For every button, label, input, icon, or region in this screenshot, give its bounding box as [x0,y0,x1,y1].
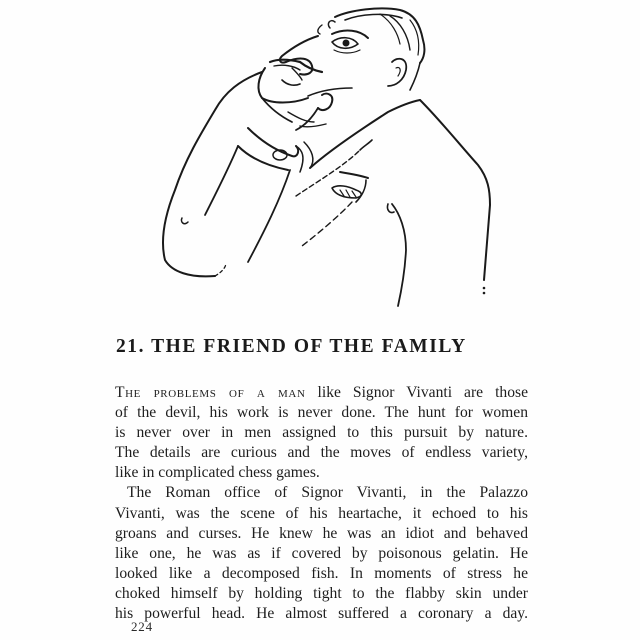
text-line: his powerful head. He almost suffered a coronary a day. [115,605,528,623]
text-line: The Roman office of Signor Vivanti, in the Palazzo [127,484,528,502]
text-line: groans and curses. He knew he was an idiot and behaved [115,524,528,542]
text-line: like in complicated chess games. [115,464,320,482]
text-line: like one, he was as if covered by poisonous gelatin. He [115,544,528,562]
chapter-heading [116,336,536,358]
text-line: Vivanti, was the scene of his heartache, it echoed to his [115,504,528,522]
text-line: The details are curious and the moves of endless variety, [115,444,528,462]
lead-in-smallcaps: The problems of a man [115,384,306,401]
page-number: 224 [131,619,153,634]
paragraph-1 [115,383,528,483]
text-line: is never over in men assigned to this pursuit by nature. [115,424,528,442]
text-line: of the devil, his work is never done. The hunt for women [115,404,528,422]
text-line: looked like a decomposed fish. In moments of stress he [115,564,528,582]
text-line: The problems of a man like Signor Vivanti are those [115,384,528,401]
chapter-body [115,383,528,624]
chapter-number: 21. [116,336,146,357]
chapter-title-text: THE FRIEND OF THE FAMILY [151,336,467,357]
paragraph-2 [115,483,528,624]
man-clutching-chin-drawing [150,0,520,320]
caricature-illustration [150,0,520,320]
text-line: choked himself by holding tight to the flabby skin under [115,584,528,602]
